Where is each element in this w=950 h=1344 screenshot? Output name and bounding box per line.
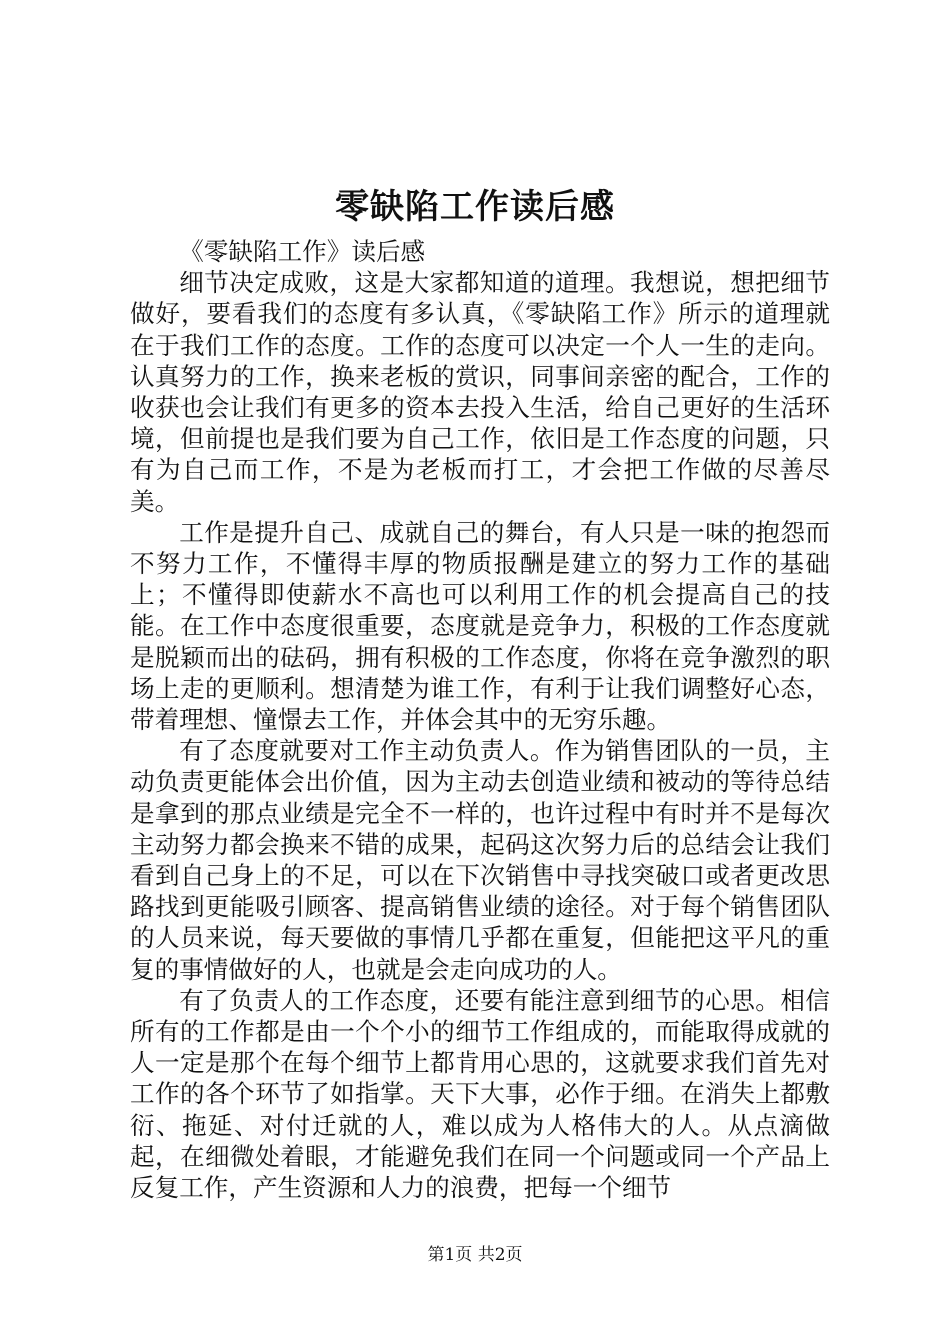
paragraph-1: 细节决定成败，这是大家都知道的道理。我想说，想把细节做好，要看我们的态度有多认真，《零缺陷工作》所示的道理就在于我们工作的态度。工作的态度可以决定一个人一生的走向。认真努力的工作，换来老板的赏识，同事间亲密的配合，工作的收获也会让我们有更多的资本去投入生活，给自己更好的生活环境，但前提也是我们要为自己工作，依旧是工作态度的问题，只有为自己而工作，不是为老板而打工，才会把工作做的尽善尽美。	[130, 268, 830, 516]
document-title: 零缺陷工作读后感	[335, 187, 615, 227]
paragraph-2: 工作是提升自己、成就自己的舞台，有人只是一味的抱怨而不努力工作，不懂得丰厚的物质报酬是建立的努力工作的基础上；不懂得即使薪水不高也可以利用工作的机会提高自己的技能。在工作中态度很重要，态度就是竞争力，积极的工作态度就是脱颖而出的砝码，拥有积极的工作态度，你将在竞争激烈的职场上走的更顺利。想清楚为谁工作，有利于让我们调整好心态，带着理想、憧憬去工作，并体会其中的无穷乐趣。	[130, 517, 830, 735]
page-number-footer: 第1页 共2页	[427, 1245, 523, 1265]
document-body	[130, 236, 830, 1203]
paragraph-4: 有了负责人的工作态度，还要有能注意到细节的心思。相信所有的工作都是由一个个小的细节工作组成的，而能取得成就的人一定是那个在每个细节上都肯用心思的，这就要求我们首先对工作的各个环节了如指掌。天下大事，必作于细。在消失上都敷衍、拖延、对付迁就的人，难以成为人格伟大的人。从点滴做起，在细微处着眼，才能避免我们在同一个问题或同一个产品上反复工作，产生资源和人力的浪费，把每一个细节	[130, 985, 830, 1203]
paragraph-3: 有了态度就要对工作主动负责人。作为销售团队的一员，主动负责更能体会出价值，因为主动去创造业绩和被动的等待总结是拿到的那点业绩是完全不一样的，也许过程中有时并不是每次主动努力都会换来不错的成果，起码这次努力后的总结会让我们看到自己身上的不足，可以在下次销售中寻找突破口或者更改思路找到更能吸引顾客、提高销售业绩的途径。对于每个销售团队的人员来说，每天要做的事情几乎都在重复，但能把这平凡的重复的事情做好的人，也就是会走向成功的人。	[130, 736, 830, 984]
document-subtitle: 《零缺陷工作》读后感	[179, 237, 426, 266]
